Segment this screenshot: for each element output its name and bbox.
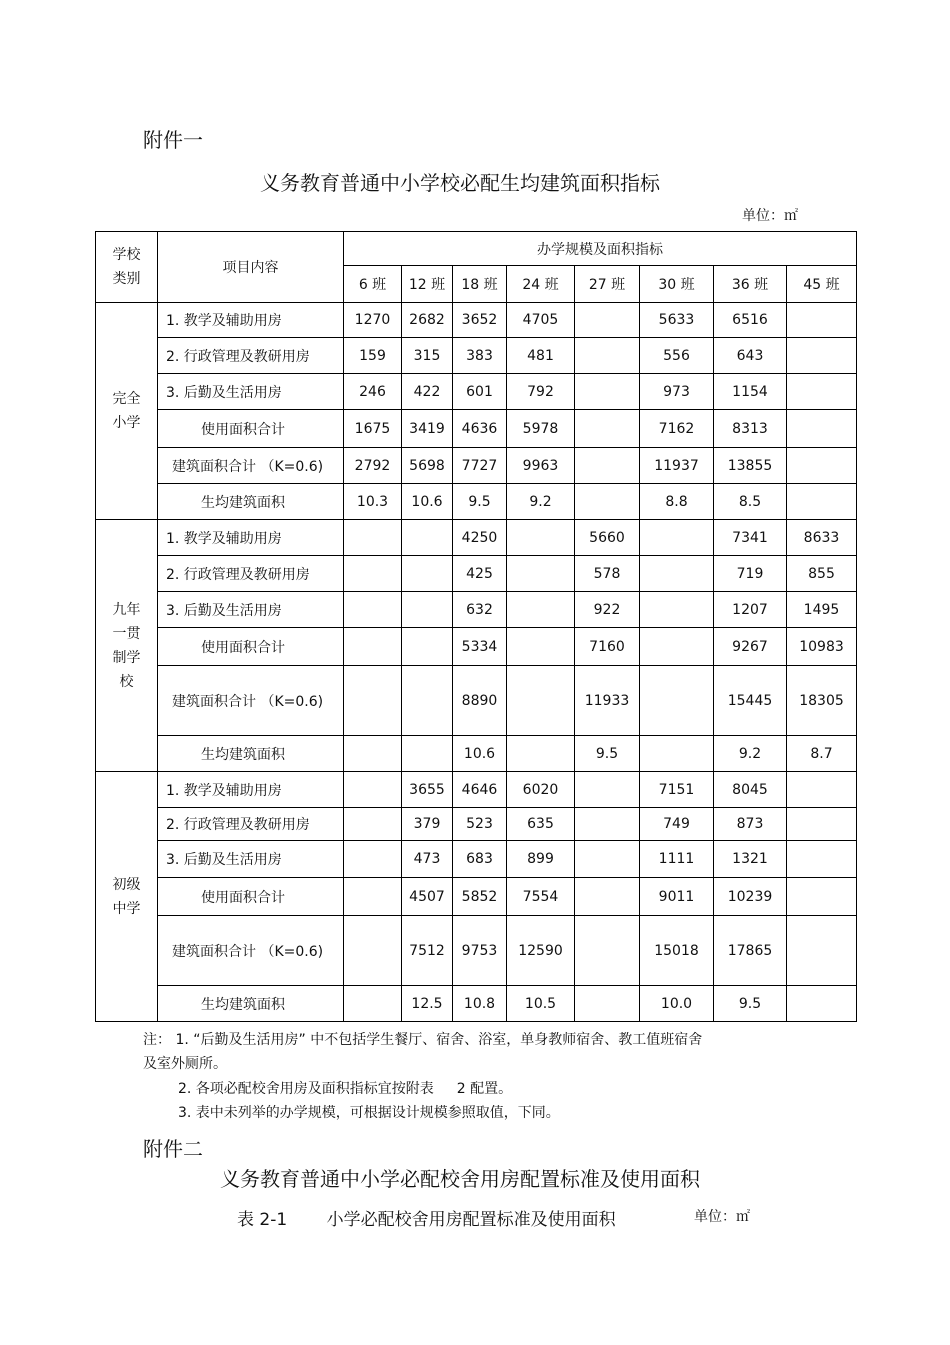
- value-cell: 635: [507, 808, 575, 841]
- value-cell: [640, 520, 714, 556]
- value-cell: 4250: [453, 520, 507, 556]
- value-cell: [787, 374, 857, 410]
- value-cell: 5978: [507, 410, 575, 448]
- value-cell: [344, 736, 402, 772]
- value-cell: 4646: [453, 772, 507, 808]
- item-label: 生均建筑面积: [158, 736, 344, 772]
- school-category-label: 完全小学: [112, 391, 141, 431]
- value-cell: [507, 628, 575, 666]
- value-cell: 1675: [344, 410, 402, 448]
- value-cell: 7341: [714, 520, 787, 556]
- item-label: 生均建筑面积: [158, 484, 344, 520]
- header-scale: 办学规模及面积指标: [344, 232, 857, 266]
- value-cell: [402, 520, 453, 556]
- value-cell: [575, 448, 640, 484]
- attachment-two-title: 义务教育普通中小学必配校舍用房配置标准及使用面积: [220, 1167, 700, 1191]
- table-row: [96, 556, 857, 592]
- value-cell: [344, 916, 402, 986]
- item-label: 3. 后勤及生活用房: [158, 374, 344, 410]
- table-title: 义务教育普通中小学校必配生均建筑面积指标: [260, 171, 660, 195]
- item-label: 建筑面积合计 （K=0.6): [158, 448, 344, 484]
- table-row: [96, 772, 857, 808]
- school-category-cell: [96, 303, 158, 520]
- value-cell: 15445: [714, 666, 787, 736]
- table-row: [96, 808, 857, 841]
- value-cell: [575, 808, 640, 841]
- item-label: 使用面积合计: [158, 410, 344, 448]
- value-cell: 749: [640, 808, 714, 841]
- school-category-cell: [96, 520, 158, 772]
- value-cell: [402, 666, 453, 736]
- value-cell: [640, 556, 714, 592]
- item-label: 生均建筑面积: [158, 986, 344, 1022]
- value-cell: [787, 772, 857, 808]
- value-cell: 6020: [507, 772, 575, 808]
- item-label: 使用面积合计: [158, 628, 344, 666]
- table-body: [96, 232, 857, 1022]
- table-row: [96, 628, 857, 666]
- table-row: [96, 410, 857, 448]
- value-cell: 7512: [402, 916, 453, 986]
- value-cell: [507, 666, 575, 736]
- value-cell: 7554: [507, 878, 575, 916]
- value-cell: [344, 808, 402, 841]
- value-cell: [575, 484, 640, 520]
- value-cell: 973: [640, 374, 714, 410]
- item-label: 1. 教学及辅助用房: [158, 303, 344, 338]
- value-cell: 1321: [714, 841, 787, 878]
- value-cell: 7151: [640, 772, 714, 808]
- table-row: [96, 736, 857, 772]
- table-row: [96, 592, 857, 628]
- value-cell: [787, 303, 857, 338]
- value-cell: [575, 410, 640, 448]
- value-cell: [402, 556, 453, 592]
- value-cell: 5852: [453, 878, 507, 916]
- value-cell: [344, 628, 402, 666]
- value-cell: [507, 592, 575, 628]
- value-cell: 873: [714, 808, 787, 841]
- header-scale-cell: 12 班: [402, 266, 453, 303]
- value-cell: 10.6: [453, 736, 507, 772]
- value-cell: [344, 772, 402, 808]
- value-cell: 9.5: [714, 986, 787, 1022]
- value-cell: [787, 878, 857, 916]
- header-row-top: [96, 232, 857, 266]
- value-cell: [640, 666, 714, 736]
- value-cell: [787, 448, 857, 484]
- value-cell: [344, 556, 402, 592]
- value-cell: [507, 556, 575, 592]
- value-cell: [575, 878, 640, 916]
- item-label: 建筑面积合计 （K=0.6): [158, 916, 344, 986]
- value-cell: 683: [453, 841, 507, 878]
- value-cell: 5698: [402, 448, 453, 484]
- value-cell: 9.2: [507, 484, 575, 520]
- value-cell: 422: [402, 374, 453, 410]
- value-cell: 12.5: [402, 986, 453, 1022]
- value-cell: 425: [453, 556, 507, 592]
- value-cell: [344, 986, 402, 1022]
- value-cell: 922: [575, 592, 640, 628]
- value-cell: 9267: [714, 628, 787, 666]
- table-row: [96, 374, 857, 410]
- value-cell: 383: [453, 338, 507, 374]
- value-cell: 10.8: [453, 986, 507, 1022]
- unit-label-2: 单位：㎡: [694, 1209, 750, 1225]
- item-label: 2. 行政管理及教研用房: [158, 338, 344, 374]
- value-cell: 246: [344, 374, 402, 410]
- header-school-category: 学校类别: [96, 232, 158, 303]
- value-cell: 3419: [402, 410, 453, 448]
- header-scale-cell: 6 班: [344, 266, 402, 303]
- table-row: [96, 986, 857, 1022]
- value-cell: 9.5: [575, 736, 640, 772]
- value-cell: 523: [453, 808, 507, 841]
- value-cell: 12590: [507, 916, 575, 986]
- value-cell: 5660: [575, 520, 640, 556]
- attachment-two-heading: 附件二: [143, 1137, 203, 1161]
- value-cell: 8.7: [787, 736, 857, 772]
- value-cell: [344, 520, 402, 556]
- value-cell: 899: [507, 841, 575, 878]
- value-cell: 379: [402, 808, 453, 841]
- item-label: 3. 后勤及生活用房: [158, 841, 344, 878]
- value-cell: 8313: [714, 410, 787, 448]
- value-cell: 6516: [714, 303, 787, 338]
- table-row: [96, 448, 857, 484]
- school-category-label: 初级中学: [112, 876, 141, 917]
- value-cell: [507, 520, 575, 556]
- value-cell: [344, 666, 402, 736]
- value-cell: 17865: [714, 916, 787, 986]
- value-cell: 315: [402, 338, 453, 374]
- table-row: [96, 916, 857, 986]
- value-cell: 10.3: [344, 484, 402, 520]
- item-label: 2. 行政管理及教研用房: [158, 808, 344, 841]
- value-cell: 4705: [507, 303, 575, 338]
- value-cell: 11937: [640, 448, 714, 484]
- school-category-cell: [96, 772, 158, 1022]
- value-cell: [402, 592, 453, 628]
- value-cell: 3652: [453, 303, 507, 338]
- value-cell: [344, 878, 402, 916]
- note-2: 2. 各项必配校舍用房及面积指标宜按附表 2 配置。: [178, 1081, 513, 1097]
- value-cell: 5334: [453, 628, 507, 666]
- value-cell: 13855: [714, 448, 787, 484]
- value-cell: [787, 808, 857, 841]
- table-row: [96, 666, 857, 736]
- table-row: [96, 338, 857, 374]
- item-label: 1. 教学及辅助用房: [158, 772, 344, 808]
- value-cell: 481: [507, 338, 575, 374]
- header-item: 项目内容: [158, 232, 344, 303]
- value-cell: 9011: [640, 878, 714, 916]
- value-cell: [507, 736, 575, 772]
- value-cell: 1495: [787, 592, 857, 628]
- attachment-one-heading: 附件一: [143, 128, 203, 152]
- value-cell: 9.5: [453, 484, 507, 520]
- value-cell: 4507: [402, 878, 453, 916]
- value-cell: 601: [453, 374, 507, 410]
- value-cell: 8890: [453, 666, 507, 736]
- value-cell: 556: [640, 338, 714, 374]
- item-label: 3. 后勤及生活用房: [158, 592, 344, 628]
- note-1-line-2: 及室外厕所。: [143, 1056, 227, 1072]
- table-row: [96, 878, 857, 916]
- value-cell: 3655: [402, 772, 453, 808]
- area-index-table: [95, 231, 857, 1022]
- header-scale-cell: 30 班: [640, 266, 714, 303]
- value-cell: [344, 841, 402, 878]
- value-cell: [787, 986, 857, 1022]
- value-cell: 1207: [714, 592, 787, 628]
- item-label: 使用面积合计: [158, 878, 344, 916]
- value-cell: [787, 410, 857, 448]
- header-scale-cell: 27 班: [575, 266, 640, 303]
- value-cell: 7160: [575, 628, 640, 666]
- item-label: 建筑面积合计 （K=0.6): [158, 666, 344, 736]
- value-cell: [344, 592, 402, 628]
- item-label: 1. 教学及辅助用房: [158, 520, 344, 556]
- value-cell: 5633: [640, 303, 714, 338]
- value-cell: 10983: [787, 628, 857, 666]
- value-cell: 578: [575, 556, 640, 592]
- note-1-line-1: 注： 1. “后勤及生活用房” 中不包括学生餐厅、宿舍、浴室，单身教师宿舍、教工值班宿舍: [143, 1032, 703, 1048]
- value-cell: 8.5: [714, 484, 787, 520]
- value-cell: 855: [787, 556, 857, 592]
- header-scale-cell: 45 班: [787, 266, 857, 303]
- value-cell: 1154: [714, 374, 787, 410]
- value-cell: [402, 628, 453, 666]
- value-cell: [787, 916, 857, 986]
- table-row: [96, 841, 857, 878]
- value-cell: 10.5: [507, 986, 575, 1022]
- value-cell: [787, 484, 857, 520]
- value-cell: 9963: [507, 448, 575, 484]
- value-cell: 792: [507, 374, 575, 410]
- value-cell: [575, 772, 640, 808]
- value-cell: 2792: [344, 448, 402, 484]
- value-cell: 1270: [344, 303, 402, 338]
- value-cell: 159: [344, 338, 402, 374]
- header-scale-cell: 24 班: [507, 266, 575, 303]
- value-cell: [787, 841, 857, 878]
- value-cell: 10.0: [640, 986, 714, 1022]
- value-cell: 643: [714, 338, 787, 374]
- value-cell: [787, 338, 857, 374]
- value-cell: 11933: [575, 666, 640, 736]
- value-cell: [640, 628, 714, 666]
- value-cell: 7162: [640, 410, 714, 448]
- value-cell: [575, 916, 640, 986]
- value-cell: [402, 736, 453, 772]
- value-cell: 9.2: [714, 736, 787, 772]
- unit-label: 单位：㎡: [742, 208, 798, 224]
- table-row: [96, 484, 857, 520]
- value-cell: [575, 338, 640, 374]
- item-label: 2. 行政管理及教研用房: [158, 556, 344, 592]
- value-cell: 4636: [453, 410, 507, 448]
- value-cell: 719: [714, 556, 787, 592]
- value-cell: 473: [402, 841, 453, 878]
- value-cell: [575, 374, 640, 410]
- value-cell: 2682: [402, 303, 453, 338]
- value-cell: 10.6: [402, 484, 453, 520]
- value-cell: [640, 736, 714, 772]
- value-cell: 1111: [640, 841, 714, 878]
- header-scale-cell: 18 班: [453, 266, 507, 303]
- school-category-label: 九年一贯制学校: [112, 601, 141, 690]
- value-cell: 632: [453, 592, 507, 628]
- value-cell: 7727: [453, 448, 507, 484]
- value-cell: [640, 592, 714, 628]
- note-3: 3. 表中未列举的办学规模，可根据设计规模参照取值，下同。: [178, 1105, 560, 1121]
- value-cell: [575, 303, 640, 338]
- table-row: [96, 303, 857, 338]
- value-cell: 18305: [787, 666, 857, 736]
- value-cell: 9753: [453, 916, 507, 986]
- table-row: [96, 520, 857, 556]
- value-cell: [575, 841, 640, 878]
- value-cell: 10239: [714, 878, 787, 916]
- header-scale-cell: 36 班: [714, 266, 787, 303]
- value-cell: 8045: [714, 772, 787, 808]
- value-cell: 15018: [640, 916, 714, 986]
- value-cell: [575, 986, 640, 1022]
- table-2-1-caption: 表 2-1 小学必配校舍用房配置标准及使用面积: [237, 1210, 616, 1230]
- value-cell: 8.8: [640, 484, 714, 520]
- value-cell: 8633: [787, 520, 857, 556]
